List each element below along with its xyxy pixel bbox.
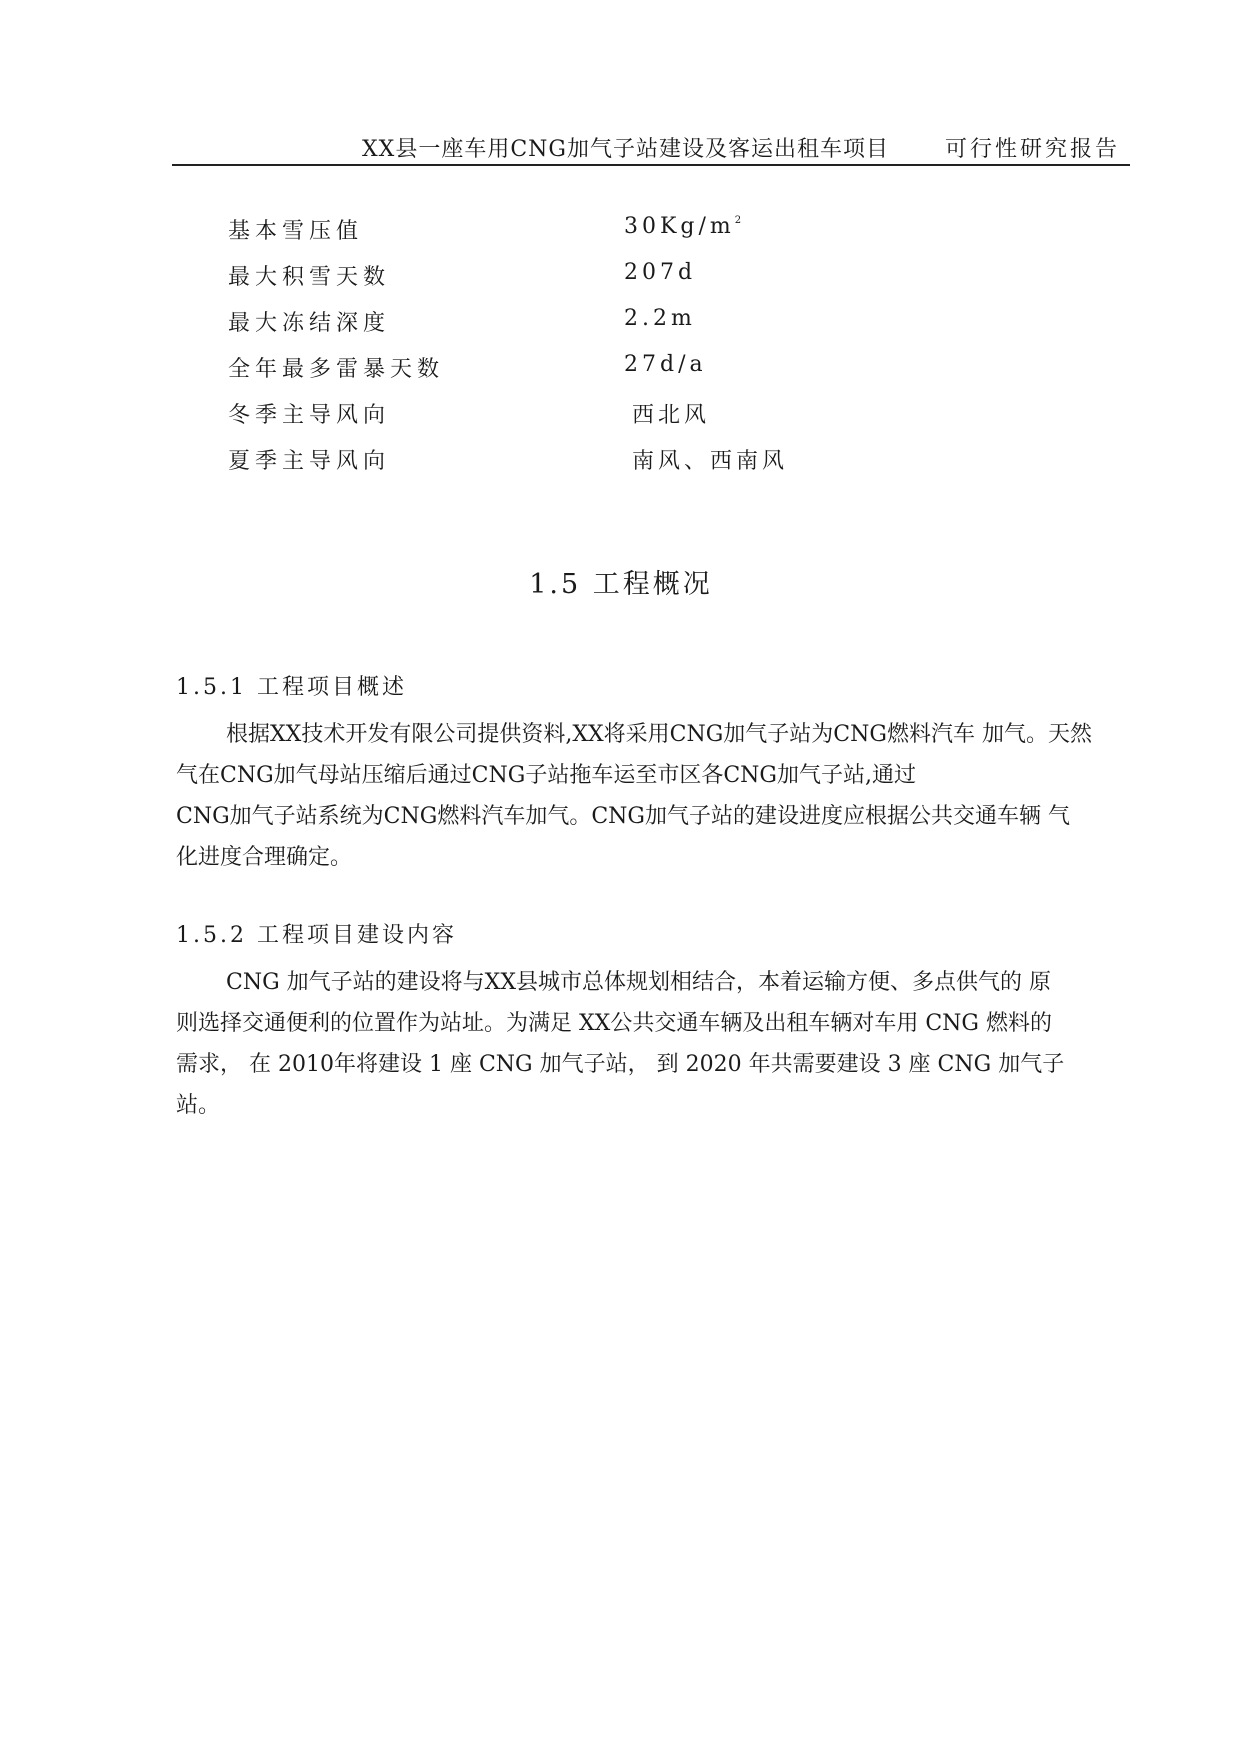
paragraph-construction-content <box>176 962 1136 1126</box>
page-header <box>172 128 1130 166</box>
superscript: 2 <box>734 215 742 226</box>
paragraph-line: 气在CNG加气母站压缩后通过CNG子站拖车运至市区各CNG加气子站,通过 <box>176 763 916 788</box>
paragraph-line: CNG 加气子站的建设将与XX县城市总体规划相结合，本着运输方便、多点供气的 原 <box>226 970 1051 995</box>
climate-value: 207d <box>624 260 697 285</box>
climate-value: 南风、西南风 <box>632 449 789 474</box>
paragraph-line: 化进度合理确定。 <box>176 845 353 870</box>
climate-label: 最大积雪天数 <box>228 265 391 290</box>
paragraph-line: CNG加气子站系统为CNG燃料汽车加气。CNG加气子站的建设进度应根据公共交通车辆 气 <box>176 804 1070 829</box>
climate-value: 27d/a <box>624 352 707 377</box>
climate-label: 冬季主导风向 <box>228 403 391 428</box>
paragraph-overview <box>176 714 1136 878</box>
subsection-heading-1-5-1: 1.5.1 工程项目概述 <box>176 675 407 700</box>
climate-label: 基本雪压值 <box>228 219 364 244</box>
paragraph-line: 需求， 在 2010年将建设 1 座 CNG 加气子站， 到 2020 年共需要建设 3 座 CNG 加气子 <box>176 1052 1065 1077</box>
climate-value: $30Kg/m^2$ <box>624 214 742 239</box>
climate-label: 夏季主导风向 <box>228 449 391 474</box>
climate-value: 2.2m <box>624 306 696 331</box>
subsection-heading-1-5-2: 1.5.2 工程项目建设内容 <box>176 923 457 948</box>
climate-label: 全年最多雷暴天数 <box>228 357 445 382</box>
paragraph-line: 根据XX技术开发有限公司提供资料,XX将采用CNG加气子站为CNG燃料汽车 加气。天然 <box>226 722 1092 747</box>
paragraph-line: 则选择交通便利的位置作为站址。为满足 XX公共交通车辆及出租车辆对车用 CNG 燃料的 <box>176 1011 1052 1036</box>
paragraph-line: 站。 <box>176 1093 221 1118</box>
climate-label: 最大冻结深度 <box>228 311 391 336</box>
header-project-title: XX县一座车用CNG加气子站建设及客运出租车项目 <box>362 137 889 162</box>
climate-value: 西北风 <box>632 403 711 428</box>
section-title: 1.5 工程概况 <box>529 569 713 600</box>
header-report-type: 可行性研究报告 <box>944 137 1120 162</box>
